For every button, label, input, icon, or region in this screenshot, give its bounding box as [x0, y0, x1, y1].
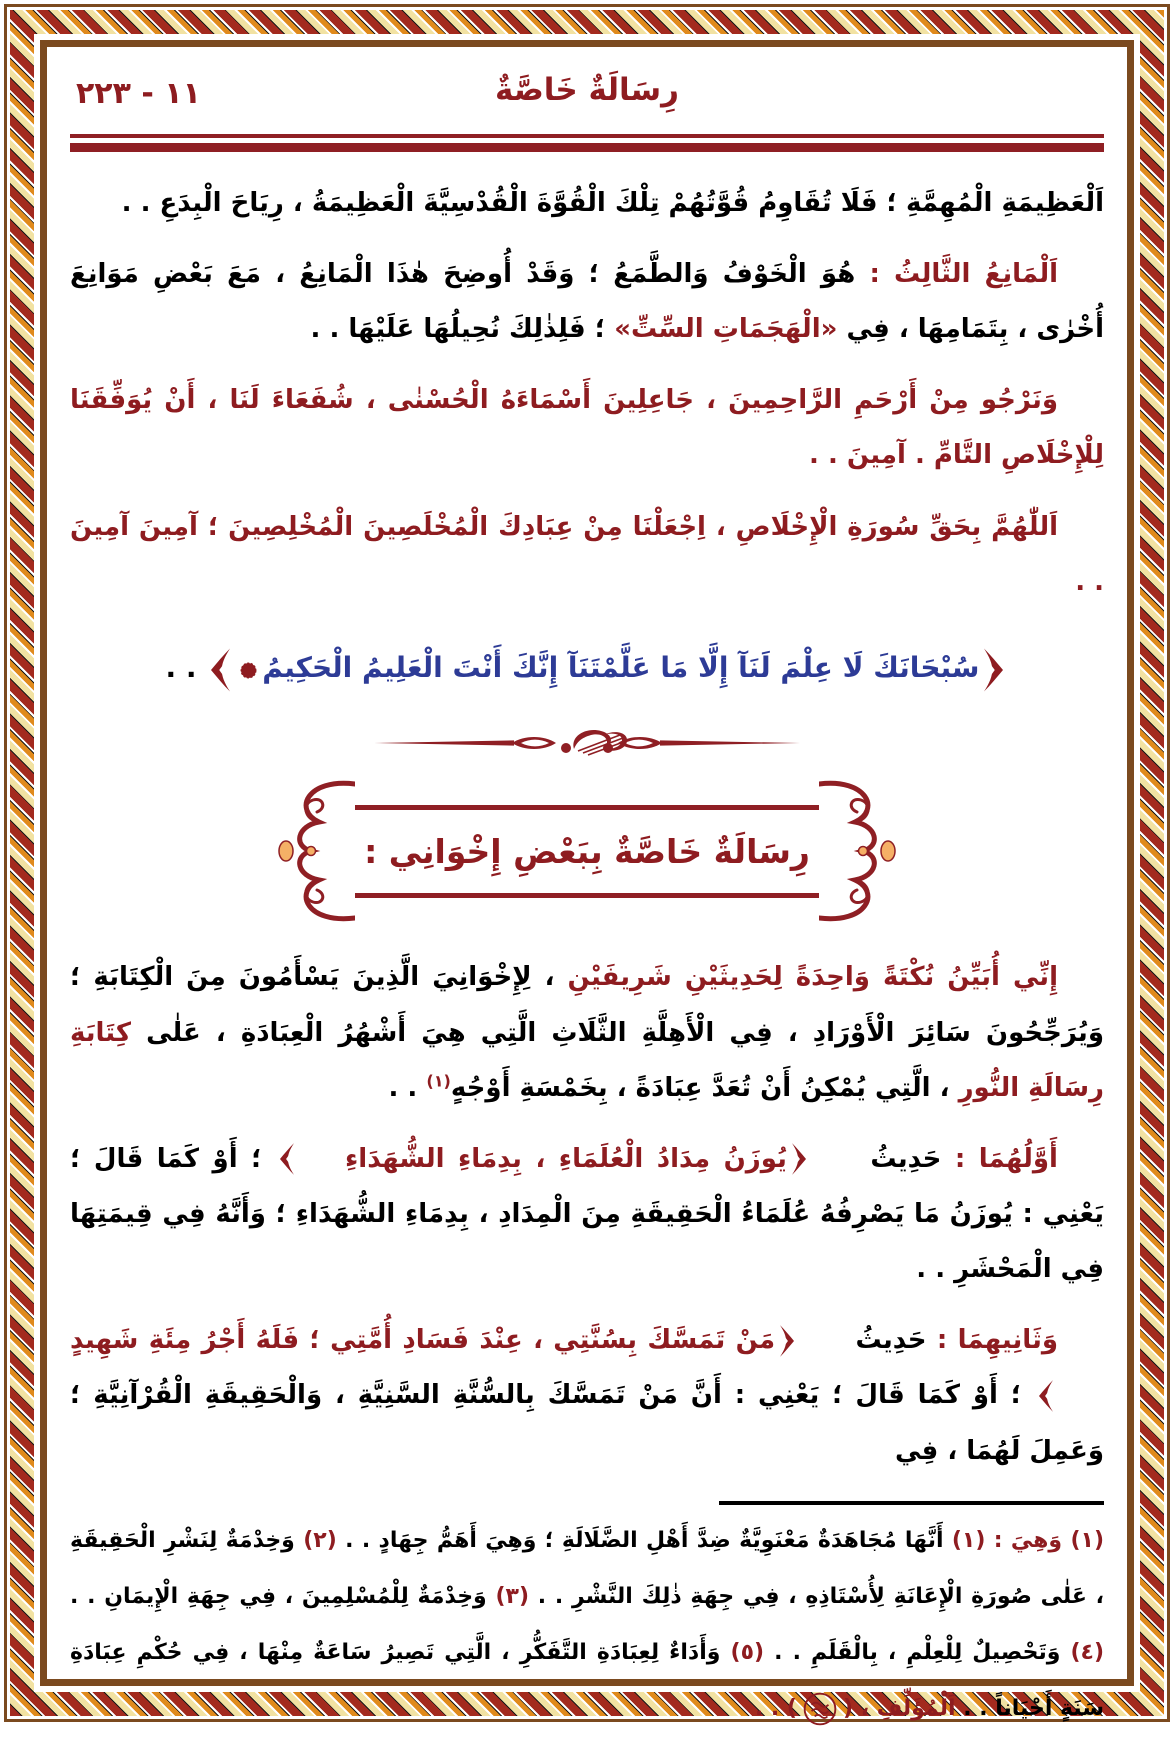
text-run: مَنْ تَمَسَّكَ بِسُنَّتِي ، عِنْدَ فَسَادِ أُمَّتِي ؛ فَلَهُ أَجْرُ مِئَةِ شَهِيدٍ	[70, 1325, 776, 1356]
quote-close-icon	[1039, 1368, 1099, 1423]
section-title-frame	[277, 776, 897, 926]
header-double-rule	[70, 134, 1104, 152]
page-number: ١١ - ٢٢٣	[76, 76, 201, 111]
text-run: (١)	[426, 1071, 451, 1090]
text-run: (٢)	[303, 1527, 337, 1553]
text-run: حَدِيثُ	[845, 1325, 927, 1356]
text-run: (٣)	[495, 1583, 530, 1609]
scroll-ornament-icon	[277, 776, 355, 926]
text-run: أَوَّلُهُمَا :	[941, 1143, 1058, 1174]
main-text	[70, 176, 1104, 610]
text-run: . .	[165, 650, 207, 684]
text-run: ، لِإِخْوَانِيَ الَّذِينَ يَسْأَمُونَ مِنَ الْكِتَابَةِ ؛ وَيُرَجِّحُونَ سَائِرَ الْأَوْرَادِ ، فِي الْأَهِلَّةِ الثَّلَاثِ الَّتِي هِيَ أَشْهُرُ الْعِبَادَةِ ، عَلٰى	[70, 962, 1104, 1048]
text-run: اَللّٰهُمَّ بِحَقِّ سُورَةِ الْإِخْلَاصِ ، اِجْعَلْنَا مِنْ عِبَادِكَ الْمُخْلَصِينَ الْمُخْلِصِينَ ؛ آمِينَ آمِينَ . .	[70, 511, 1104, 597]
text-run: هُوَ الْخَوْفُ وَالطَّمَعُ ؛ وَقَدْ أُوضِحَ هٰذَا الْمَانِعُ ، مَعَ بَعْضِ مَوَانِعَ أُخْرٰى ، بِتَمَامِهَا ، فِي	[70, 259, 1104, 345]
nukta-paragraph	[70, 950, 1104, 1115]
text-run: . .	[388, 1072, 427, 1103]
text-run: وَنَرْجُو مِنْ أَرْحَمِ الرَّاحِمِينَ ، جَاعِلِينَ أَسْمَاءَهُ الْحُسْنٰى ، شُفَعَاءَ لَنَا ، أَنْ يُوَفِّقَنَا لِلْإِخْلَاصِ التَّامِّ . آمِينَ . .	[70, 385, 1104, 471]
text-run: (١) وَهِيَ : (١)	[943, 1527, 1104, 1553]
text-run: ؛ أَوْ كَمَا قَالَ ؛ يَعْنِي : أَنَّ مَنْ تَمَسَّكَ بِالسُّنَّةِ السَّنِيَّةِ ، وَالْحَقِيقَةِ الْقُرْآنِيَّةِ ؛ وَعَمِلَ لَهُمَا ، فِي	[70, 1380, 1104, 1466]
continuation-paragraph	[70, 176, 1104, 231]
text-run: أَنَّهَا مُجَاهَدَةٌ مَعْنَوِيَّةٌ ضِدَّ أَهْلِ الضَّلَالَةِ ؛ وَهِيَ أَهَمُّ جِهَادٍ . .	[336, 1527, 944, 1553]
quote-close-icon	[211, 639, 230, 698]
page-header	[70, 72, 1104, 128]
section-divider-flourish-icon	[372, 724, 802, 760]
quote-open-icon	[780, 1313, 840, 1368]
text-run: وَتَحْصِيلٌ لِلْعِلْمِ ، بِالْقَلَمِ . .	[764, 1639, 1071, 1665]
quote-close-icon	[280, 1132, 340, 1187]
author-seal-icon	[802, 1681, 838, 1737]
footnote-paragraph	[70, 1513, 1104, 1737]
third-obstacle-paragraph	[70, 247, 1104, 357]
section-text	[70, 950, 1104, 1478]
scroll-ornament-icon	[819, 776, 897, 926]
text-run: وَخِدْمَةٌ لِلْمُسْلِمِينَ ، فِي جِهَةِ الْإِيمَانِ . .	[70, 1583, 496, 1609]
rosette-icon	[240, 639, 257, 698]
verse-line	[70, 638, 1104, 699]
text-run: وَثَانِيهِمَا :	[926, 1325, 1058, 1356]
page-content	[70, 50, 1105, 1721]
page-title: رِسَالَةٌ خَاصَّةٌ	[495, 72, 679, 108]
supplication-paragraph	[70, 373, 1104, 483]
quote-open-icon	[984, 639, 1003, 698]
text-run: كِتَابَةِ رِسَالَةِ النُّورِ	[70, 1017, 1104, 1103]
text-run: «الْهَجَمَاتِ السِّتِّ»	[614, 314, 838, 345]
text-run: ) . .	[754, 1695, 797, 1721]
text-run: اَلْمُؤَلِّفِ ، (	[842, 1695, 956, 1721]
text-run: ؛ فَلِذٰلِكَ نُحِيلُهَا عَلَيْهَا . .	[310, 314, 615, 345]
text-run: ، الَّتِي يُمْكِنُ أَنْ تُعَدَّ عِبَادَةً ، بِخَمْسَةِ أَوْجُهٍ	[450, 1072, 959, 1103]
text-run: اَلْعَظِيمَةِ الْمُهِمَّةِ ؛ فَلَا تُقَاوِمُ قُوَّتُهُمْ تِلْكَ الْقُوَّةَ الْقُدْسِيَّةَ الْعَظِيمَةُ ، رِيَاحَ الْبِدَعِ . .	[121, 188, 1104, 218]
text-run: (٤)	[1070, 1639, 1105, 1665]
quran-verse	[70, 638, 1104, 699]
text-run: (٥)	[730, 1639, 765, 1665]
footnotes	[70, 1513, 1104, 1737]
text-run: وَأَدَاءٌ لِعِبَادَةِ التَّفَكُّرِ ، الَّتِي تَصِيرُ سَاعَةٌ مِنْهَا ، فِي حُكْمِ عِبَادَةِ سَنَةٍ أَحْيَاناً . .	[70, 1639, 1104, 1721]
footnote-separator	[719, 1501, 1104, 1505]
second-hadith-paragraph	[70, 1313, 1104, 1478]
quote-open-icon	[792, 1132, 852, 1187]
text-run: إِنِّي أُبَيِّنُ نُكْتَةً وَاحِدَةً لِحَدِيثَيْنِ شَرِيفَيْنِ	[567, 962, 1058, 993]
text-run: حَدِيثُ	[856, 1143, 942, 1174]
dua-ikhlas-paragraph	[70, 500, 1104, 610]
section-title: رِسَالَةٌ خَاصَّةٌ بِبَعْضِ إِخْوَانِي :	[355, 805, 819, 898]
text-run: اَلْمَانِعُ الثَّالِثُ :	[855, 259, 1058, 290]
text-run: ؛ أَوْ كَمَا قَالَ ؛ يَعْنِي : يُوزَنُ مَا يَصْرِفُهُ عُلَمَاءُ الْحَقِيقَةِ مِنَ الْمِدَادِ ، بِدِمَاءِ الشُّهَدَاءِ ؛ وَأَنَّهُ فِي قِيمَتِهَا فِي الْمَحْشَرِ . .	[70, 1143, 1104, 1285]
text-run: يُوزَنُ مِدَادُ الْعُلَمَاءِ ، بِدِمَاءِ الشُّهَدَاءِ	[345, 1143, 787, 1174]
text-run: وَخِدْمَةٌ لِنَشْرِ الْحَقِيقَةِ ، عَلٰى صُورَةِ الْإِعَانَةِ لِأُسْتَاذِهِ ، فِي جِهَةِ ذٰلِكَ النَّشْرِ . .	[70, 1527, 1104, 1609]
first-hadith-paragraph	[70, 1132, 1104, 1297]
text-run: سُبْحَانَكَ لَا عِلْمَ لَنَآ إِلَّا مَا عَلَّمْتَنَآ إِنَّكَ أَنْتَ الْعَلِيمُ الْحَكِيمُ	[262, 650, 980, 684]
